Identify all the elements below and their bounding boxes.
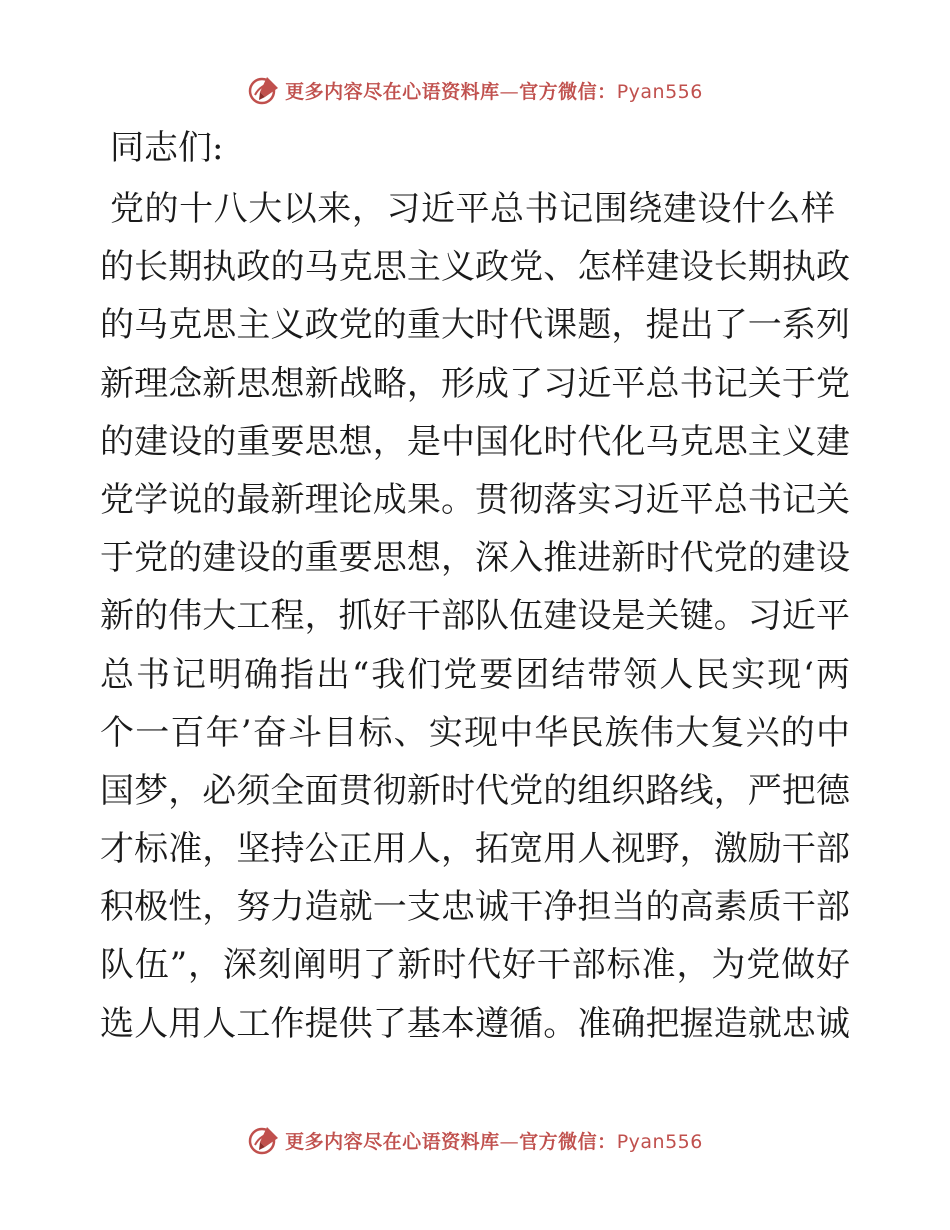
wechat-id: Pyan556 [616,80,703,103]
text-line: 新理念新思想新战略，形成了习近平总书记关于党 [100,363,850,404]
pen-swirl-logo-icon [247,73,281,107]
text-line: 才标准，坚持公正用人，拓宽用人视野，激励干部 [100,829,850,870]
text-line: 选人用人工作提供了基本遵循。准确把握造就忠诚 [100,1003,850,1044]
text-line: 积极性，努力造就一支忠诚干净担当的高素质干部 [100,887,850,928]
greeting: 同志们: [110,128,224,168]
pen-swirl-logo-icon [247,1123,281,1157]
text-line: 党的十八大以来，习近平总书记围绕建设什么样 [110,189,835,229]
wechat-id: Pyan556 [616,1130,703,1153]
header-banner [0,70,950,110]
banner-separator: — [499,80,520,103]
footer-banner [0,1120,950,1160]
text-line: 的长期执政的马克思主义政党、怎样建设长期执政 [100,247,850,288]
banner-text [285,1127,703,1154]
text-line: 的建设的重要思想，是中国化时代化马克思主义建 [100,421,850,462]
text-line: 于党的建设的重要思想，深入推进新时代党的建设 [100,538,850,579]
text-line: 总书记明确指出“我们党要团结带领人民实现‘两 [100,654,850,695]
paragraph [100,180,850,1053]
document-body [100,120,850,1053]
banner-main-text: 更多内容尽在心语资料库 [285,1130,500,1153]
text-line: 队伍”，深刻阐明了新时代好干部标准，为党做好 [100,945,850,986]
text-line: 个一百年’奋斗目标、实现中华民族伟大复兴的中 [100,712,850,753]
banner-side-text: 官方微信： [519,80,617,103]
banner-separator: — [499,1130,520,1153]
banner-main-text: 更多内容尽在心语资料库 [285,80,500,103]
banner-side-text: 官方微信： [519,1130,617,1153]
text-line: 党学说的最新理论成果。贯彻落实习近平总书记关 [100,479,850,520]
banner-text [285,77,703,104]
text-line: 的马克思主义政党的重大时代课题，提出了一系列 [100,305,850,346]
text-line: 国梦，必须全面贯彻新时代党的组织路线，严把德 [100,770,850,811]
text-line: 新的伟大工程，抓好干部队伍建设是关键。习近平 [100,596,850,637]
